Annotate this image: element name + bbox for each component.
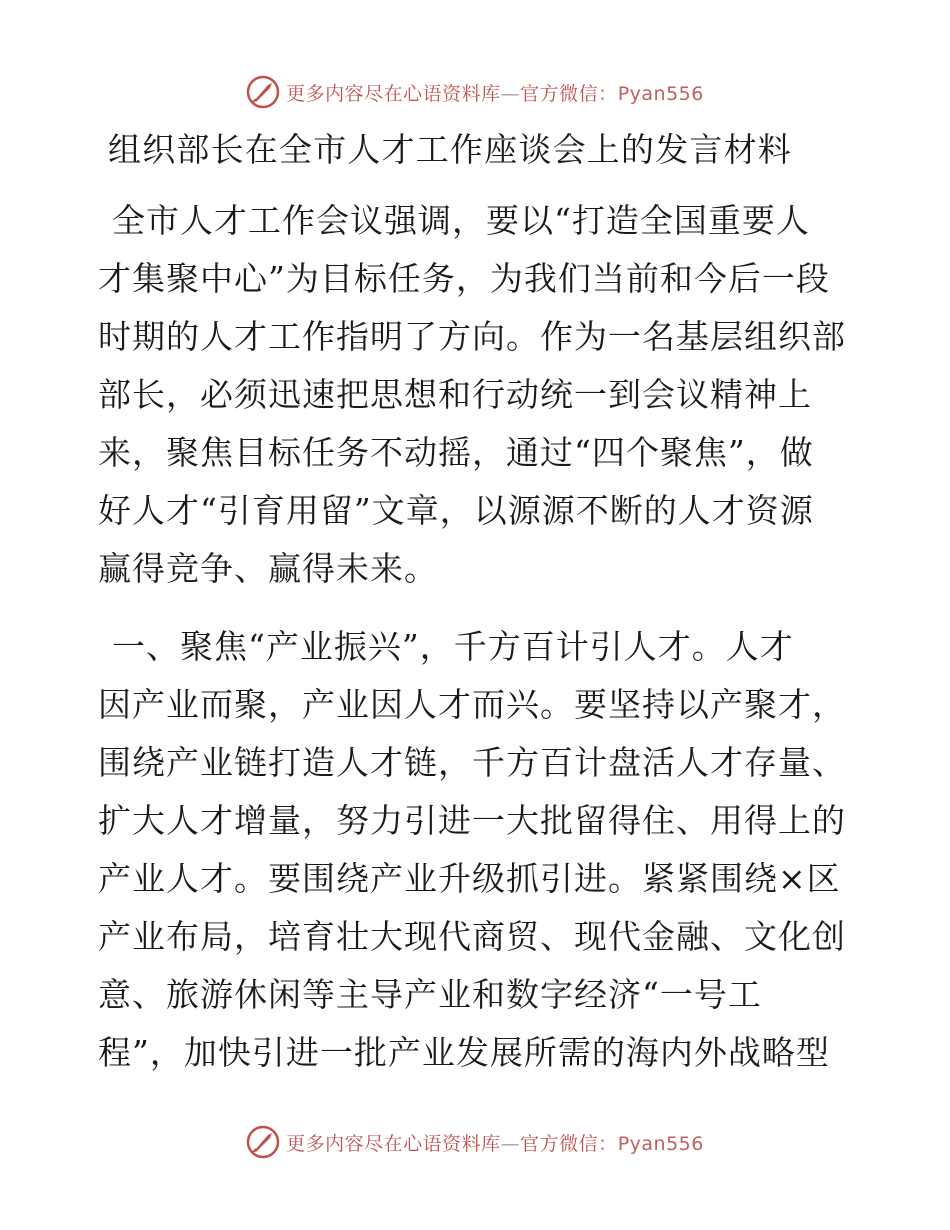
paragraph-line: 产业布局，培育壮大现代商贸、现代金融、文化创 xyxy=(98,917,846,956)
paragraph-line: 围绕产业链打造人才链，千方百计盘活人才存量、 xyxy=(98,743,846,782)
banner-text xyxy=(286,79,704,106)
banner-text xyxy=(286,1129,704,1156)
document-title: 组织部长在全市人才工作座谈会上的发言材料 xyxy=(108,130,792,169)
banner-label: 官方微信： xyxy=(520,82,618,105)
quill-logo-icon xyxy=(246,1125,280,1159)
paragraph-line: 程”，加快引进一批产业发展所需的海内外战略型 xyxy=(98,1033,830,1072)
paragraph-line: 全市人才工作会议强调，要以“打造全国重要人 xyxy=(112,201,810,240)
paragraph-line: 一、聚焦“产业振兴”，千方百计引人才。人才 xyxy=(112,627,794,666)
paragraph-section-one xyxy=(98,618,850,1082)
banner-wechat-id: Pyan556 xyxy=(617,82,704,105)
paragraph-line: 赢得竞争、赢得未来。 xyxy=(98,549,438,588)
paragraph-line: 扩大人才增量，努力引进一大批留得住、用得上的 xyxy=(98,801,846,840)
banner-label: 官方微信： xyxy=(520,1132,618,1155)
paragraph-line: 才集聚中心”为目标任务，为我们当前和今后一段 xyxy=(98,259,830,298)
paragraph-line: 部长，必须迅速把思想和行动统一到会议精神上 xyxy=(98,375,812,414)
banner-wechat-id: Pyan556 xyxy=(617,1132,704,1155)
quill-logo-icon xyxy=(246,75,280,109)
paragraph-line: 时期的人才工作指明了方向。作为一名基层组织部 xyxy=(98,317,846,356)
paragraph-line: 因产业而聚，产业因人才而兴。要坚持以产聚才， xyxy=(98,685,846,724)
paragraph-line: 意、旅游休闲等主导产业和数字经济“一号工 xyxy=(98,975,762,1014)
header-banner xyxy=(0,72,950,112)
banner-separator: — xyxy=(500,82,521,105)
paragraph-line: 好人才“引育用留”文章，以源源不断的人才资源 xyxy=(98,491,814,530)
paragraph-line: 产业人才。要围绕产业升级抓引进。紧紧围绕×区 xyxy=(98,859,841,898)
banner-main-text: 更多内容尽在心语资料库 xyxy=(286,1132,501,1155)
footer-banner xyxy=(0,1122,950,1162)
banner-separator: — xyxy=(500,1132,521,1155)
paragraph-line: 来，聚焦目标任务不动摇，通过“四个聚焦”，做 xyxy=(98,433,814,472)
banner-main-text: 更多内容尽在心语资料库 xyxy=(286,82,501,105)
paragraph-intro xyxy=(98,192,850,598)
